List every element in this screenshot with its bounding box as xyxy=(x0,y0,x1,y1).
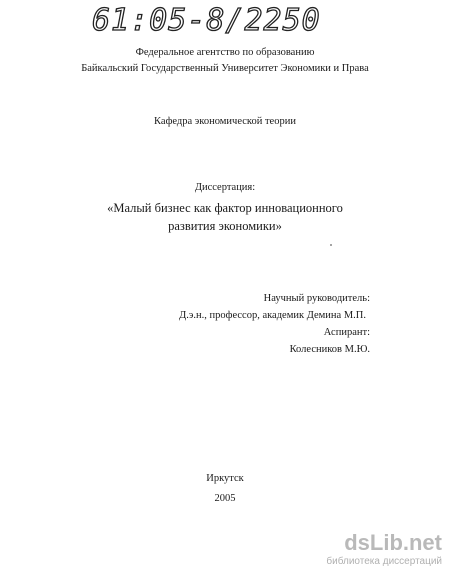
city: Иркутск xyxy=(206,473,244,484)
university-name: Байкальский Государственный Университет Экономики и Права xyxy=(81,63,369,74)
scan-speck xyxy=(330,244,332,246)
aspirant-name: Колесников М.Ю. xyxy=(289,344,370,355)
department-name: Кафедра экономической теории xyxy=(154,116,296,127)
dissertation-title-line-2: развития экономики» xyxy=(168,219,282,233)
supervisor-name: Д.э.н., профессор, академик Демина М.П. xyxy=(179,310,366,321)
year: 2005 xyxy=(214,493,236,504)
handwritten-code-text: 61:05-8/2250 xyxy=(92,3,321,38)
aspirant-label: Аспирант: xyxy=(323,327,370,338)
watermark-tagline: библиотека диссертаций xyxy=(326,556,442,567)
dissertation-type-label: Диссертация: xyxy=(194,182,256,193)
watermark-logo: dsLib.net xyxy=(344,530,442,555)
agency-name: Федеральное агентство по образованию xyxy=(135,47,315,58)
dissertation-title-line-1: «Малый бизнес как фактор инновационного xyxy=(107,201,343,215)
dslib-watermark xyxy=(302,532,442,576)
handwritten-catalog-code xyxy=(88,0,358,38)
supervisor-label: Научный руководитель: xyxy=(263,293,370,304)
